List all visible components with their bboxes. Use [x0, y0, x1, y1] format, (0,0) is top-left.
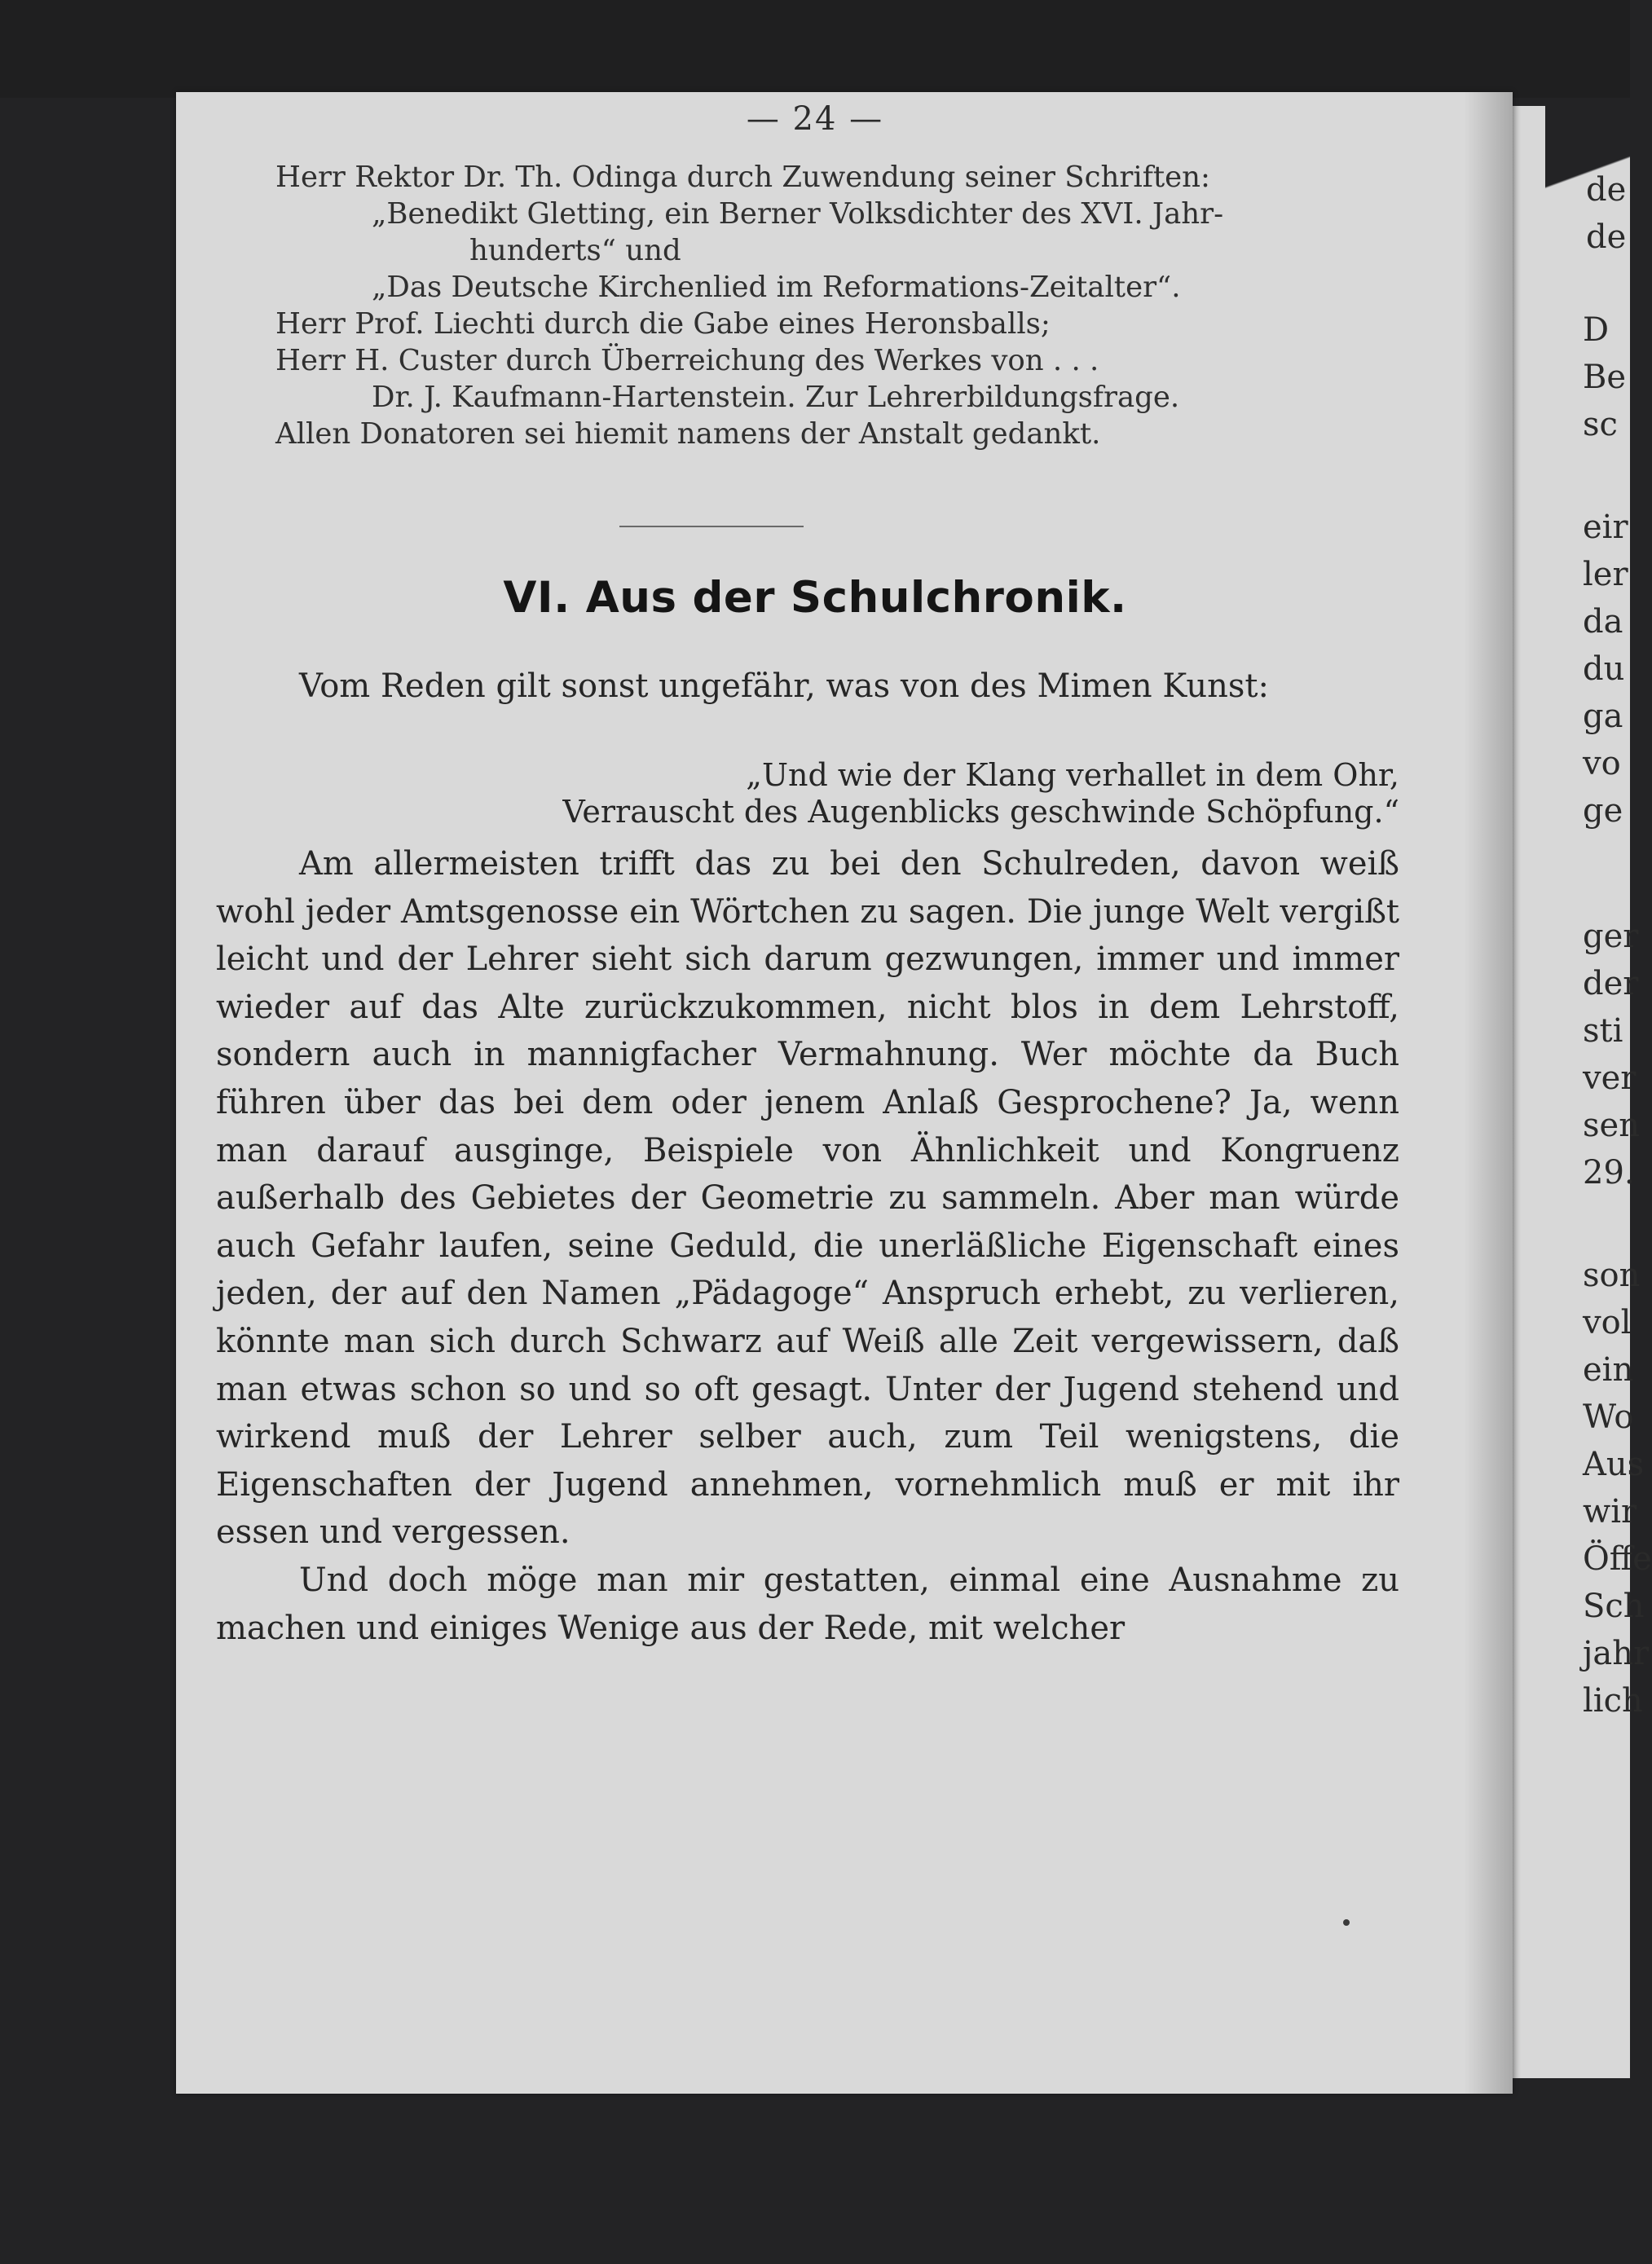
adjacent-page-fragment: ga: [1583, 698, 1623, 735]
adjacent-page-fragment: da: [1583, 603, 1623, 641]
donor-line: Herr Prof. Liechti durch die Gabe eines Heronsballs;: [275, 307, 1051, 341]
adjacent-page-fragment: eir: [1583, 509, 1628, 546]
adjacent-page-fragment: son: [1583, 1257, 1641, 1294]
adjacent-page-fragment: Aus: [1583, 1446, 1645, 1483]
adjacent-page-fragment: Wo: [1583, 1398, 1634, 1436]
adjacent-page-fragment: ver: [1583, 1059, 1637, 1097]
adjacent-page-fragment: Sch: [1583, 1588, 1645, 1625]
page-number: — 24 —: [746, 100, 884, 138]
donor-list: [275, 159, 1223, 452]
donor-line: Allen Donatoren sei hiemit namens der Anstalt gedankt.: [275, 417, 1101, 451]
adjacent-page-fragment: ger: [1583, 918, 1639, 955]
adjacent-page-fragment: ler: [1583, 556, 1628, 593]
adjacent-page: [1504, 106, 1652, 2078]
quote-line: „Und wie der Klang verhallet in dem Ohr,: [746, 757, 1399, 793]
adjacent-page-fragment: sti: [1583, 1012, 1623, 1050]
donor-line: Dr. J. Kaufmann-Hartenstein. Zur Lehrerbildungsfrage.: [372, 381, 1180, 414]
adjacent-page-fragment: Be: [1583, 359, 1627, 396]
section-title: VI. Aus der Schulchronik.: [503, 573, 1127, 623]
adjacent-page-fragment: der: [1583, 965, 1639, 1002]
intro-paragraph: Vom Reden gilt sonst ungefähr, was von des Mimen Kunst:: [299, 667, 1269, 705]
donor-line: Herr H. Custer durch Überreichung des Werkes von . . .: [275, 344, 1099, 377]
donor-line: Herr Rektor Dr. Th. Odinga durch Zuwendung seiner Schriften:: [275, 161, 1210, 194]
section-separator: [619, 526, 804, 527]
main-text: [216, 840, 1399, 1652]
adjacent-page-fragment: jahr: [1583, 1635, 1650, 1672]
adjacent-page-fragment: sc: [1583, 406, 1618, 443]
page-gutter-shadow: [1464, 92, 1513, 2094]
adjacent-page-fragment: vol: [1583, 1304, 1632, 1341]
adjacent-page-fragment: wir: [1583, 1493, 1637, 1531]
paragraph: Am allermeisten trifft das zu bei den Schulreden, davon weiß wohl jeder Amtsgenosse ein Wörtchen zu sagen. Die junge Welt vergißt leicht und der Lehrer sieht sich darum gezwungen, immer und immer wieder auf das Alte zurückzukommen, nicht blos in dem Lehrstoff, sondern auch in mannigfacher Vermahnung. Wer möchte da Buch führen über das bei dem oder jenem Anlaß Gesprochene? Ja, wenn man darauf ausginge, Beispiele von Ähnlichkeit und Kongruenz außerhalb des Gebietes der Geometrie zu sammeln. Aber man würde auch Gefahr laufen, seine Geduld, die unerläßliche Eigenschaft eines jeden, der auf den Namen „Pädagoge“ Anspruch erhebt, zu verlieren, könnte man sich durch Schwarz auf Weiß alle Zeit vergewissern, daß man etwas schon so und so oft gesagt. Unter der Jugend stehend und wirkend muß der Lehrer selber auch, zum Teil wenigstens, die Eigenschaften der Jugend annehmen, vornehmlich muß er mit ihr essen und vergessen.: [216, 845, 1399, 1552]
adjacent-page-fragment: lich: [1583, 1682, 1643, 1720]
adjacent-page-fragment: ge: [1583, 792, 1623, 830]
adjacent-page-fragment: du: [1583, 650, 1625, 688]
adjacent-page-fragment: sen: [1583, 1107, 1640, 1144]
adjacent-page-fragment: de: [1586, 171, 1627, 209]
adjacent-page-fragment: 29.: [1583, 1154, 1635, 1191]
donor-line: „Das Deutsche Kirchenlied im Reformations-Zeitalter“.: [372, 271, 1181, 304]
donor-line: „Benedikt Gletting, ein Berner Volksdichter des XVI. Jahr-: [372, 197, 1224, 231]
adjacent-page-fragment: de: [1586, 218, 1627, 256]
adjacent-page-fragment: Öffe: [1583, 1540, 1652, 1578]
print-speck: [1343, 1919, 1350, 1926]
paragraph: Und doch möge man mir gestatten, einmal eine Ausnahme zu machen und einiges Wenige aus der Rede, mit welcher: [216, 1561, 1399, 1647]
intro-text: [216, 663, 1399, 711]
scanner-backdrop: [0, 0, 1630, 98]
quotation: [466, 757, 1399, 830]
adjacent-page-fragment: vo: [1583, 745, 1621, 782]
adjacent-page-fragment: D: [1583, 311, 1610, 349]
adjacent-page-fragment: ein: [1583, 1351, 1634, 1389]
donor-line: hunderts“ und: [469, 234, 681, 267]
quote-line: Verrauscht des Augenblicks geschwinde Schöpfung.“: [562, 794, 1399, 830]
